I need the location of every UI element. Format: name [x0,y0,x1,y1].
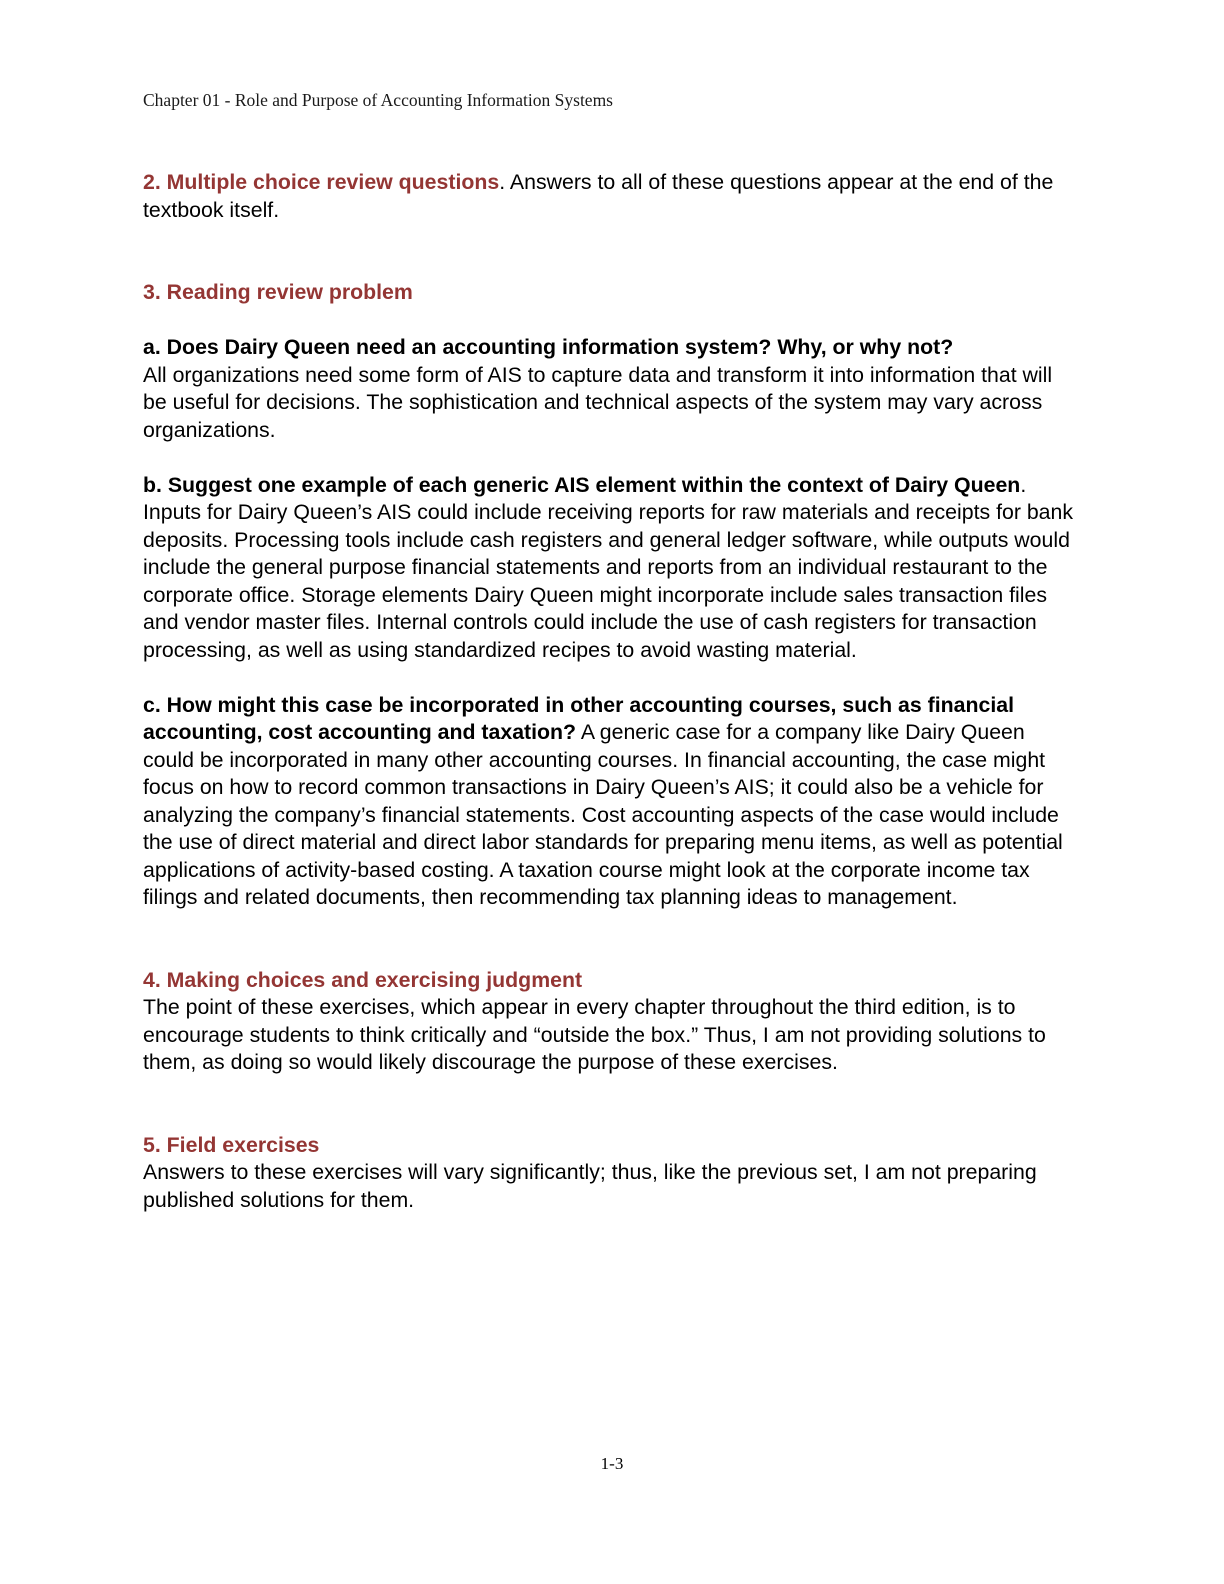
section-3-heading: 3. Reading review problem [143,280,413,304]
running-header: Chapter 01 - Role and Purpose of Accounting Information Systems [143,90,613,110]
question-a: a. Does Dairy Queen need an accounting information system? Why, or why not? [143,335,954,359]
spacer [143,444,1078,472]
answer-b: . Inputs for Dairy Queen’s AIS could include receiving reports for raw materials and receipts for bank deposits. Processing tools include cash registers and general ledger software, while outputs would include the general purpose financial statements and reports from an individual restaurant to the corporate office. Storage elements Dairy Queen might incorporate include sales transaction files and vendor master files. Internal controls could include the use of cash registers for transaction processing, as well as using standardized recipes to avoid wasting material. [143,472,1074,662]
answer-a: All organizations need some form of AIS to capture data and transform it into information that will be useful for decisions. The sophistication and technical aspects of the system may vary across organizations. [143,362,1053,442]
section-2-heading: 2. Multiple choice review questions [143,170,500,194]
spacer [143,664,1078,692]
spacer [143,307,1078,335]
spacer [143,1077,1078,1132]
spacer [143,224,1078,279]
page-number: 1-3 [600,1454,624,1473]
section-5-heading: 5. Field exercises [143,1132,320,1157]
section-5-body: Answers to these exercises will vary significantly; thus, like the previous set, I am not preparing published solutions for them. [143,1160,1037,1212]
spacer [143,912,1078,967]
section-3a [143,334,1078,444]
section-3b [143,472,1078,665]
answer-c: A generic case for a company like Dairy Queen could be incorporated in many other accounting courses. In financial accounting, the case might focus on how to record common transactions in Dairy Queen’s AIS; it could also be a vehicle for analyzing the company’s financial statements. Cost accounting aspects of the case would include the use of direct material and direct labor standards for preparing menu items, as well as potential applications of activity-based costing. A taxation course might look at the corporate income tax filings and related documents, then recommending tax planning ideas to management. [143,720,1063,909]
section-4-body: The point of these exercises, which appear in every chapter throughout the third edition, is to encourage students to think critically and “outside the box.” Thus, I am not providing solutions to them, as doing so would likely discourage the purpose of these exercises. [143,995,1046,1074]
section-4-heading: 4. Making choices and exercising judgment [143,967,583,992]
section-2 [143,169,1078,224]
document-body [143,169,1078,1214]
question-c: c. How might this case be incorporated in other accounting courses, such as financial accounting, cost accounting and taxation? [143,692,1014,744]
section-2-body: . Answers to all of these questions appear at the end of the textbook itself. [143,170,1054,222]
section-3c [143,692,1078,912]
question-b: b. Suggest one example of each generic AIS element within the context of Dairy Queen [143,472,1021,497]
